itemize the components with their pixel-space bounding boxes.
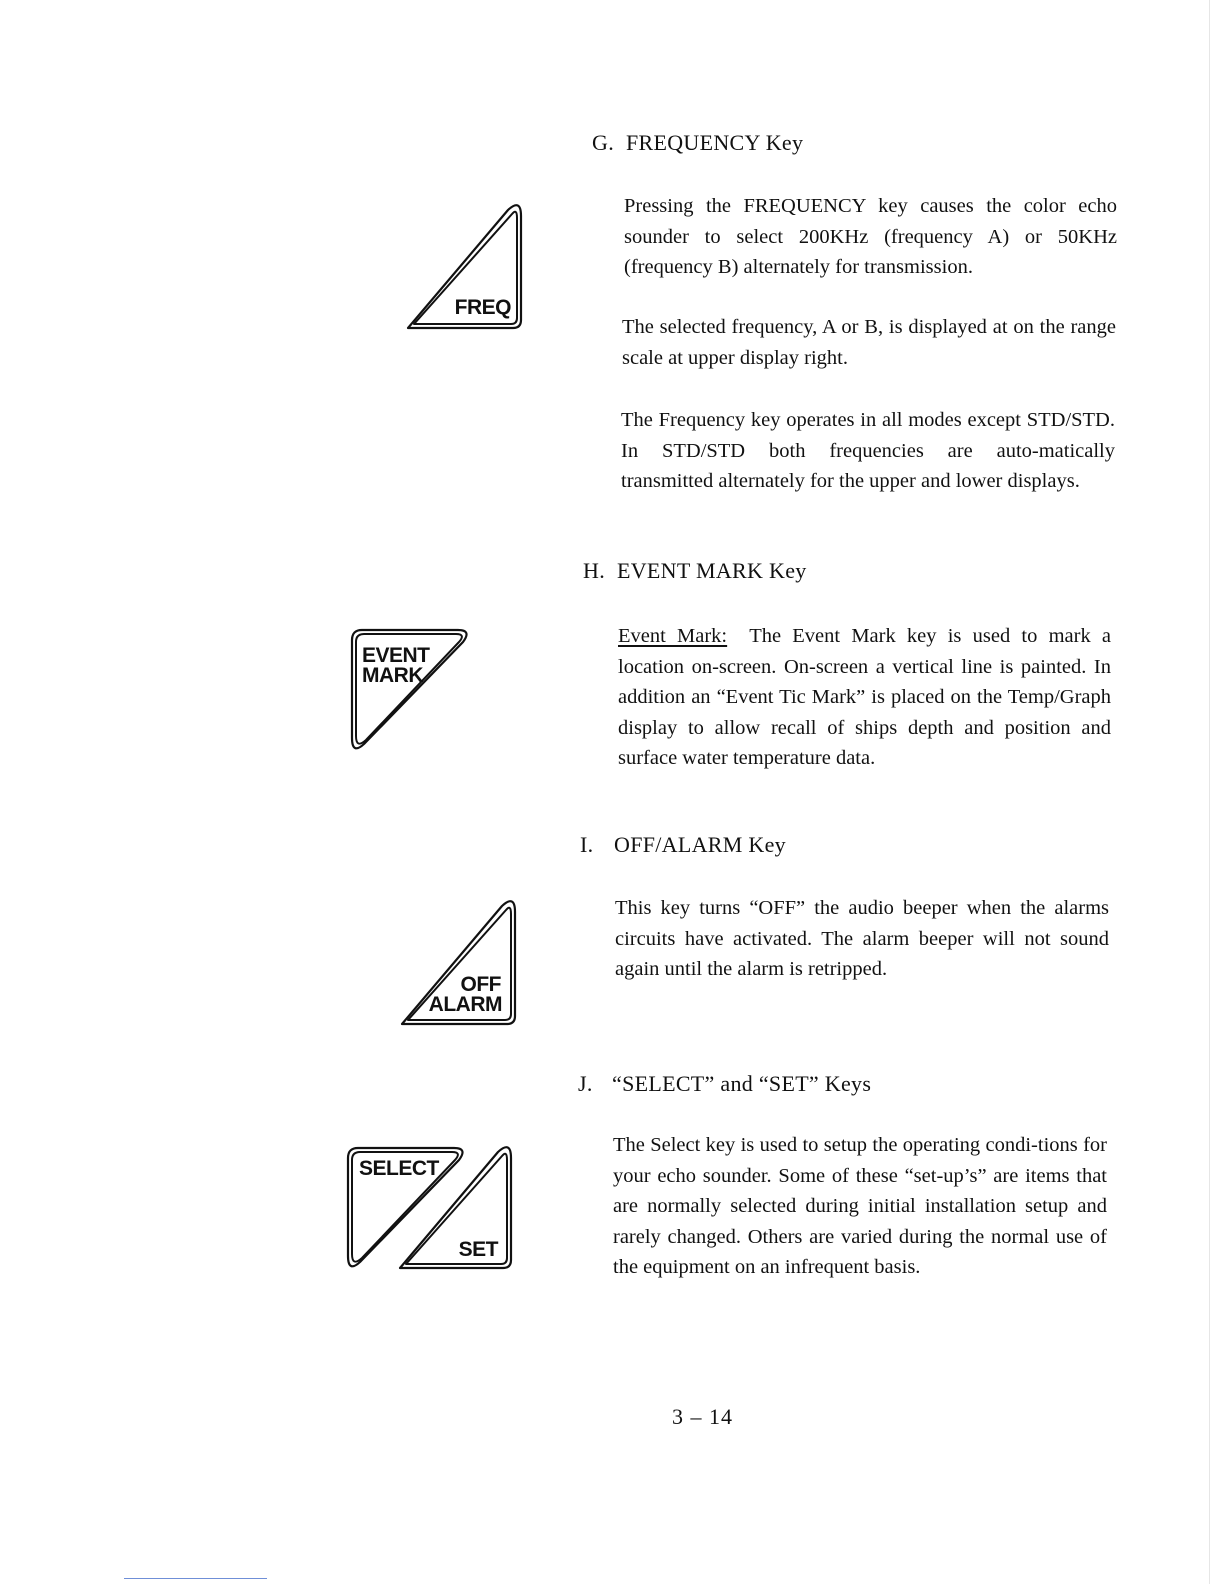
section-g-paragraph-3: The Frequency key operates in all modes except STD/STD. In STD/STD both frequencies are auto-matically transmitted alternately for the upper and lower displays. xyxy=(621,409,1115,492)
section-g-paragraph-1: Pressing the FREQUENCY key causes the color echo sounder to select 200KHz (frequency A) or 50KHz (frequency B) alternately for transmission. xyxy=(624,195,1117,278)
footer-rule xyxy=(124,1578,267,1579)
section-letter: I. xyxy=(580,832,594,857)
section-title: EVENT MARK Key xyxy=(617,558,807,583)
section-g-heading xyxy=(592,130,803,156)
section-letter: H. xyxy=(583,558,605,583)
section-letter: J. xyxy=(578,1071,593,1096)
section-letter: G. xyxy=(592,130,614,155)
page-edge xyxy=(1209,0,1210,1584)
set-key-icon xyxy=(394,1142,524,1272)
freq-key-label: FREQ xyxy=(454,296,511,319)
section-title: OFF/ALARM Key xyxy=(614,832,786,857)
freq-key-icon xyxy=(400,200,540,340)
mark-key-label: MARK xyxy=(362,664,423,687)
off-key-label: OFF xyxy=(460,973,501,996)
page-number: 3 – 14 xyxy=(672,1404,733,1429)
section-g-paragraph-2: The selected frequency, A or B, is displayed at on the range scale at upper display right. xyxy=(622,316,1116,369)
event-mark-lead: Event Mark: xyxy=(618,625,728,647)
event-mark-key-icon xyxy=(346,622,486,762)
set-key-label: SET xyxy=(458,1238,498,1261)
section-j-heading xyxy=(578,1071,871,1097)
off-alarm-key-icon xyxy=(394,896,534,1036)
section-i-paragraph: This key turns “OFF” the audio beeper when the alarms circuits have activated. The alarm beeper will not sound again until the alarm is retripped. xyxy=(615,897,1109,980)
alarm-key-label: ALARM xyxy=(428,993,502,1016)
section-title: “SELECT” and “SET” Keys xyxy=(612,1071,872,1096)
section-title: FREQUENCY Key xyxy=(626,130,804,155)
event-key-label: EVENT xyxy=(362,644,430,667)
section-j-paragraph: The Select key is used to setup the operating condi-tions for your echo sounder. Some of these “set-up’s” are items that are normally selected during initial installation setup and rarely changed. Others are varied during the normal use of the equipment on an infrequent basis. xyxy=(613,1134,1107,1278)
section-i-heading xyxy=(580,832,786,858)
select-key-label: SELECT xyxy=(359,1157,439,1180)
section-h-paragraph xyxy=(618,621,1111,774)
section-h-heading xyxy=(583,558,807,584)
event-mark-text: The Event Mark key is used to mark a location on-screen. On-screen a vertical line is painted. In addition an “Event Tic Mark” is placed on the Temp/Graph display to allow recall of ships depth and position and surface water temperature data. xyxy=(618,625,1112,769)
